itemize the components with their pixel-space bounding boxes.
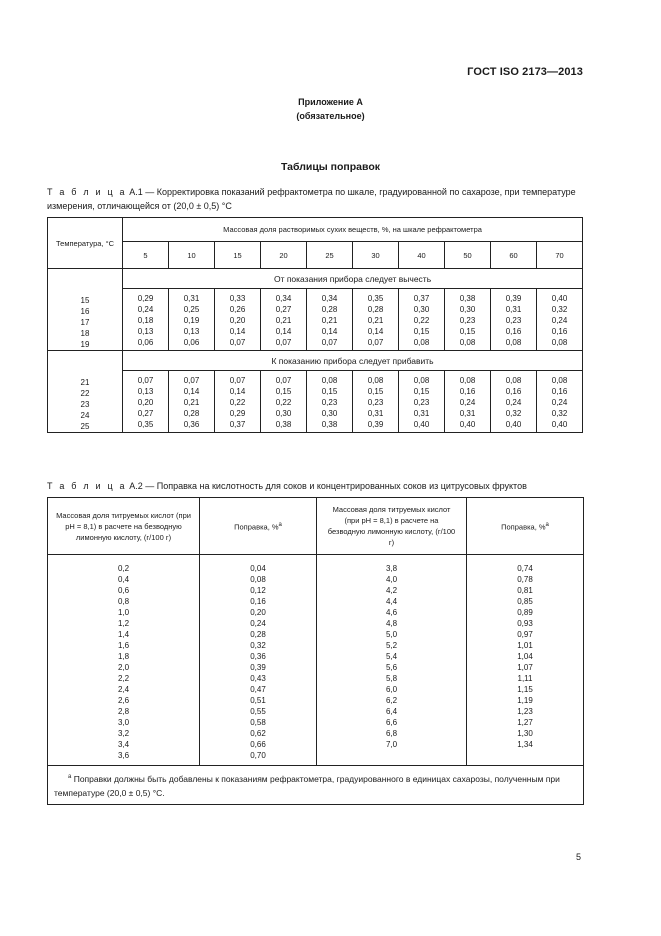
column-header: 70 [537,242,583,269]
acid-values-right: 3,8 4,0 4,2 4,4 4,6 4,8 5,0 5,2 5,4 5,6 5,8 6,0 6,2 6,4 6,6 6,8 7,0 [317,555,467,766]
table1-refractometer-corrections [47,217,583,433]
page-number: 5 [575,852,581,862]
table2-caption-text: А.2 — Поправка на кислотность для соков и концентрированных соков из цитрусовых фруктов [129,481,527,491]
table2-caption [47,479,583,493]
add-values: 0,08 0,15 0,23 0,31 0,40 [399,371,445,433]
column-header: 60 [491,242,537,269]
subtract-values: 0,37 0,30 0,22 0,15 0,08 [399,289,445,351]
table2-acidity-corrections [47,497,584,805]
temperature-header: Температура, °С [48,218,123,269]
footnote-text: Поправки должны быть добавлены к показаниям рефрактометра, градуированного в единицах сахарозы, полученным при температуре (20,0 ± 0,5) °С. [54,773,560,798]
table1-caption-label: Т а б л и ц а [47,187,127,197]
footnote-marker: а [68,774,72,780]
add-values: 0,08 0,15 0,23 0,30 0,38 [307,371,353,433]
appendix-title: Приложение А [298,97,363,107]
subtract-values: 0,31 0,25 0,19 0,13 0,06 [169,289,215,351]
acid-values-left: 0,2 0,4 0,6 0,8 1,0 1,2 1,4 1,6 1,8 2,0 2,2 2,4 2,6 2,8 3,0 3,2 3,4 3,6 [48,555,200,766]
column-header: 30 [353,242,399,269]
subtract-values: 0,35 0,28 0,21 0,14 0,07 [353,289,399,351]
add-values: 0,08 0,16 0,24 0,32 0,40 [491,371,537,433]
correction-header: Поправка, %$^а$ [200,498,317,555]
correction-values-right: 0,74 0,78 0,81 0,85 0,89 0,93 0,97 1,01 1,04 1,07 1,11 1,15 1,19 1,23 1,27 1,30 1,34 [467,555,584,766]
subtract-values: 0,34 0,28 0,21 0,14 0,07 [307,289,353,351]
add-values: 0,07 0,14 0,22 0,29 0,37 [215,371,261,433]
add-values: 0,07 0,13 0,20 0,27 0,35 [123,371,169,433]
footnote-marker: а [545,521,549,528]
document-code: ГОСТ ISO 2173—2013 [467,66,583,78]
column-header: 10 [169,242,215,269]
table2-caption-label: Т а б л и ц а [47,481,127,491]
appendix-status: (обязательное) [296,111,365,121]
add-temperatures: 21 22 23 24 25 [48,351,123,433]
subtract-values: 0,33 0,26 0,20 0,14 0,07 [215,289,261,351]
column-header: 40 [399,242,445,269]
column-header: 25 [307,242,353,269]
acid-header: Массовая доля титруемых кислот (при рН = 8,1) в расчете на безводную лимонную кислоту, (г/100 г) [317,498,467,555]
add-values: 0,08 0,16 0,24 0,32 0,40 [537,371,583,433]
subtract-values: 0,34 0,27 0,21 0,14 0,07 [261,289,307,351]
subtract-label: От показания прибора следует вычесть [123,269,583,289]
column-header: 15 [215,242,261,269]
subtract-values: 0,29 0,24 0,18 0,13 0,06 [123,289,169,351]
add-label: К показанию прибора следует прибавить [123,351,583,371]
correction-values-left: 0,04 0,08 0,12 0,16 0,20 0,24 0,28 0,32 0,36 0,39 0,43 0,47 0,51 0,55 0,58 0,62 0,66 0,70 [200,555,317,766]
table2-footnote [48,766,584,805]
footnote-marker: а [278,521,282,528]
add-values: 0,07 0,15 0,22 0,30 0,38 [261,371,307,433]
appendix-heading [0,95,661,123]
add-values: 0,08 0,15 0,23 0,31 0,39 [353,371,399,433]
subtract-values: 0,38 0,30 0,23 0,15 0,08 [445,289,491,351]
subtract-values: 0,40 0,32 0,24 0,16 0,08 [537,289,583,351]
acid-header: Массовая доля титруемых кислот (при рН = 8,1) в расчете на безводную лимонную кислоту, (г/100 г) [48,498,200,555]
table1-caption [47,185,583,213]
subtract-temperatures: 15 16 17 18 19 [48,269,123,351]
correction-header: Поправка, %$^а$ [467,498,584,555]
add-values: 0,07 0,14 0,21 0,28 0,36 [169,371,215,433]
column-header: 20 [261,242,307,269]
column-header: 5 [123,242,169,269]
subtract-values: 0,39 0,31 0,23 0,16 0,08 [491,289,537,351]
add-values: 0,08 0,16 0,24 0,31 0,40 [445,371,491,433]
section-title: Таблицы поправок [280,161,381,173]
column-header: 50 [445,242,491,269]
mass-fraction-header: Массовая доля растворимых сухих веществ, %, на шкале рефрактометра [123,218,583,242]
table1-caption-text: А.1 — Корректировка показаний рефрактометра по шкале, градуированной по сахарозе, при температуре измерения, отличающейся от (20,0 ± 0,5) °С [47,187,576,211]
